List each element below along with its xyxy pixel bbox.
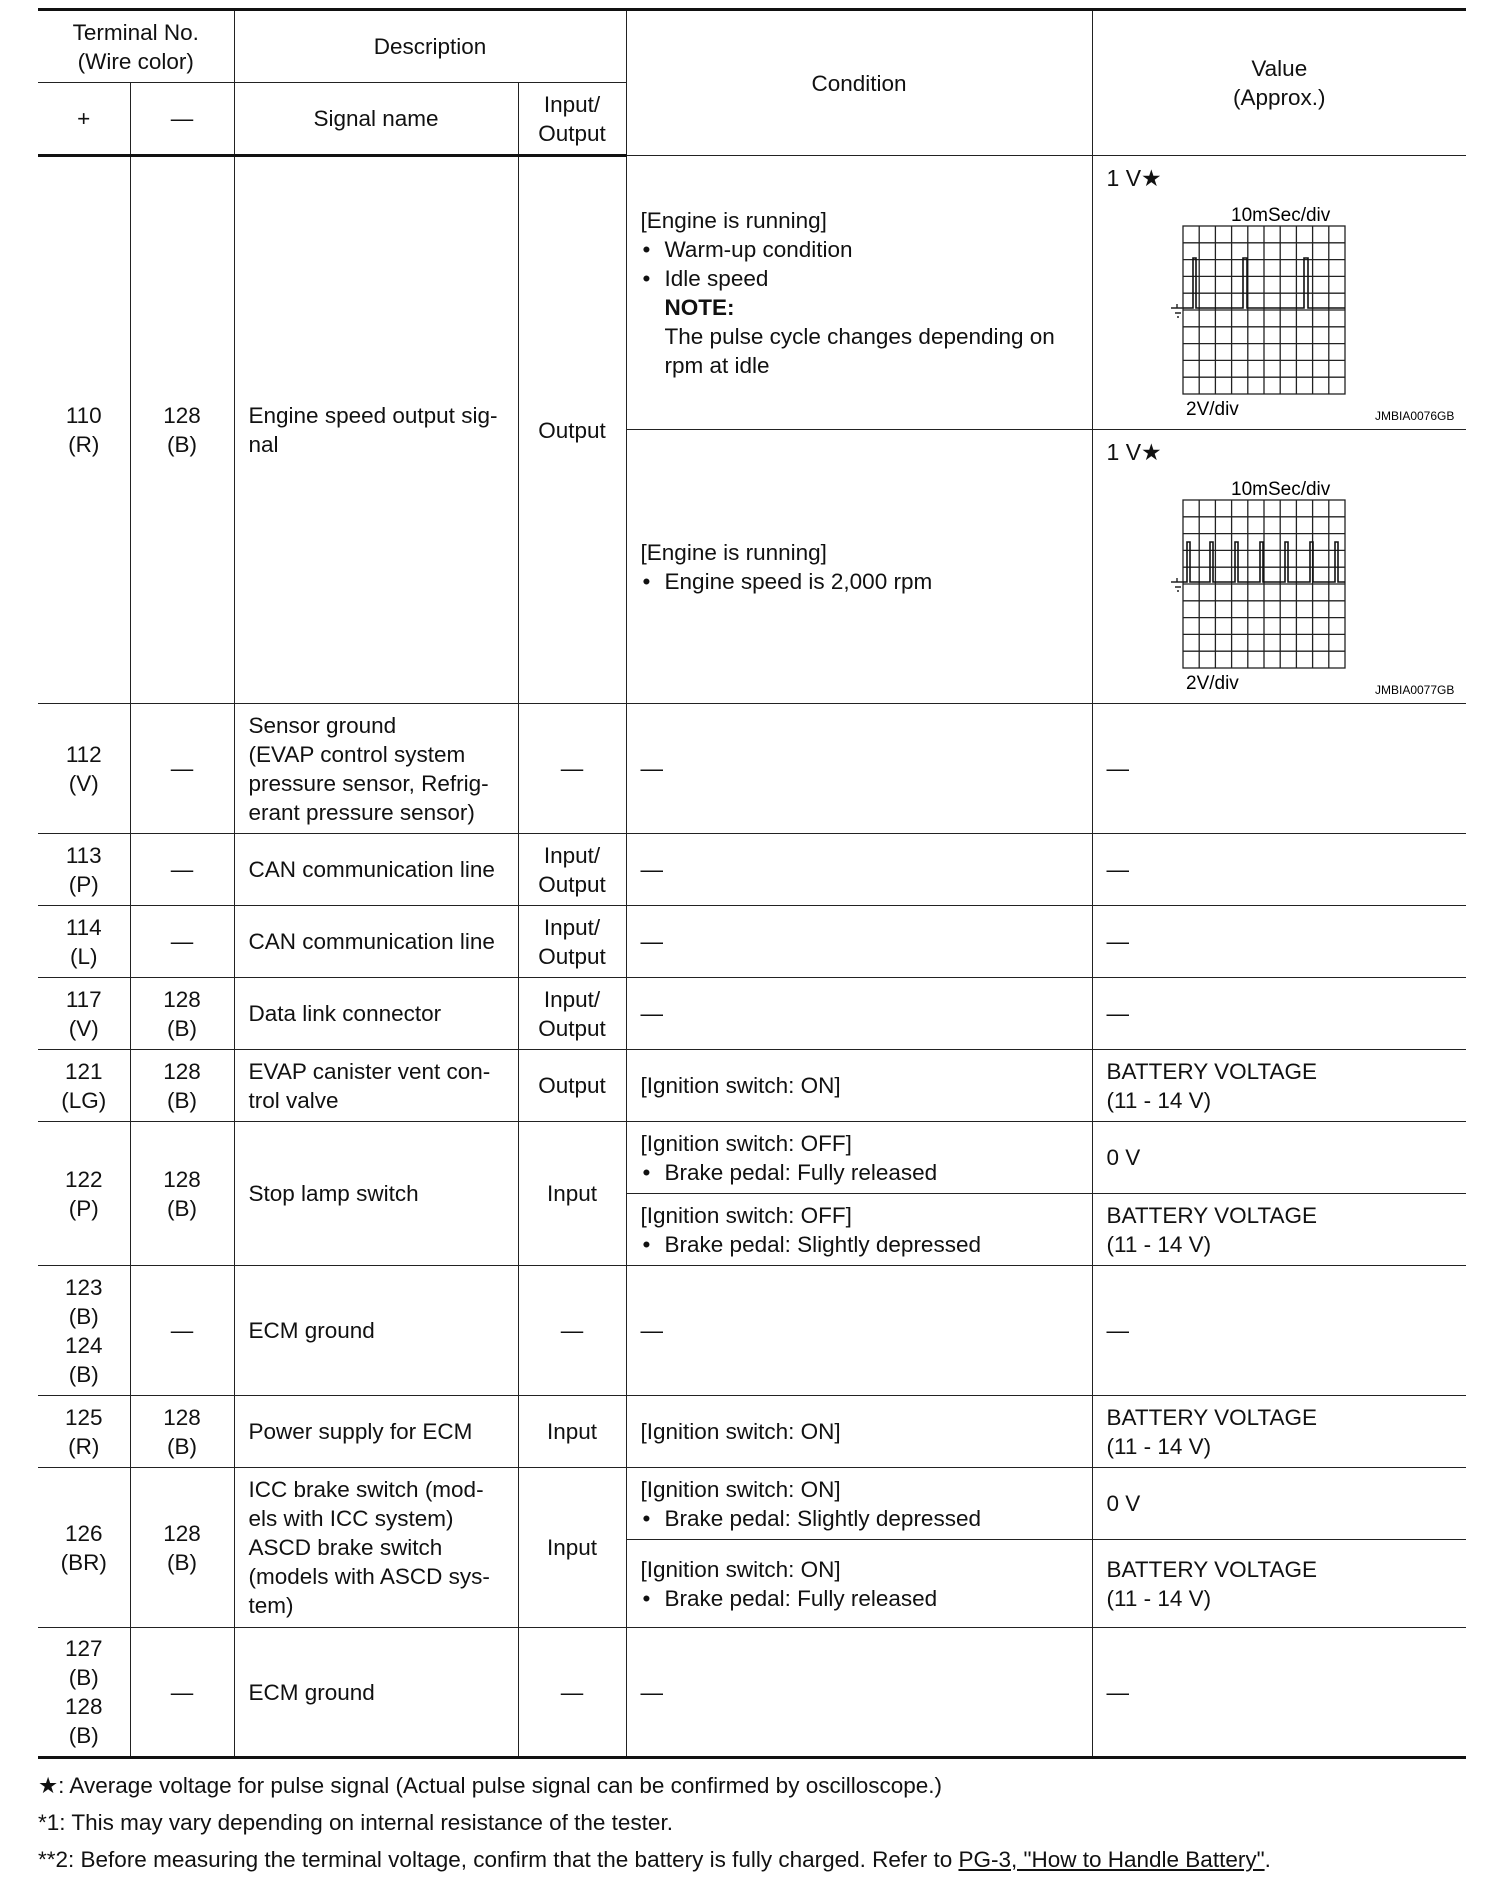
waveform-svg: [1107, 156, 1467, 428]
oscilloscope-figure-idle: [1107, 156, 1467, 428]
terminal-no-header: Terminal No. (Wire color): [38, 10, 234, 83]
condition-cell: [Ignition switch: ON] • Brake pedal: Fully released: [626, 1540, 1092, 1628]
ground-marker-icon: [1171, 304, 1183, 317]
io-type: —: [518, 704, 626, 834]
io-type: Input: [518, 1468, 626, 1628]
signal-name: CAN communication line: [234, 906, 518, 978]
value-cell: —: [1092, 1266, 1466, 1396]
condition-cell: [Engine is running] • Warm-up condition • Idle speed NOTE: The pulse cycle changes depending on rpm at idle: [626, 156, 1092, 430]
oscilloscope-grid: [1183, 226, 1345, 394]
terminal-plus: 110 (R): [38, 156, 130, 704]
terminal-minus: 128 (B): [130, 156, 234, 704]
voltage-division-label: 2V/div: [1185, 673, 1239, 694]
plus-header: +: [38, 83, 130, 156]
io-type: Input/ Output: [518, 978, 626, 1050]
io-type: Output: [518, 156, 626, 704]
terminal-plus: 122 (P): [38, 1122, 130, 1266]
condition-cell: [Ignition switch: OFF] • Brake pedal: Slightly depressed: [626, 1194, 1092, 1266]
signal-name: Engine speed output sig- nal: [234, 156, 518, 704]
table-row: [38, 704, 1466, 834]
io-type: Output: [518, 1050, 626, 1122]
table-row: [38, 156, 1466, 430]
ground-marker-icon: [1171, 578, 1183, 591]
terminal-minus: —: [130, 1628, 234, 1758]
condition-cell: —: [626, 1266, 1092, 1396]
waveform-cell: [1092, 156, 1466, 430]
terminal-minus: —: [130, 1266, 234, 1396]
oscilloscope-figure-2000rpm: [1107, 430, 1467, 702]
terminal-plus: 113 (P): [38, 834, 130, 906]
io-type: Input/ Output: [518, 906, 626, 978]
value-cell: 0 V: [1092, 1122, 1466, 1194]
condition-cell: [Engine is running] • Engine speed is 2,000 rpm: [626, 430, 1092, 704]
time-division-label: 10mSec/div: [1230, 479, 1330, 500]
minus-header: —: [130, 83, 234, 156]
value-cell: —: [1092, 906, 1466, 978]
footnote-2: **2: Before measuring the terminal voltage, confirm that the battery is fully charged. Refer to PG-3, "How to Handle Battery".: [38, 1847, 1271, 1872]
terminal-minus: 128 (B): [130, 1396, 234, 1468]
condition-cell: —: [626, 978, 1092, 1050]
terminal-plus: 126 (BR): [38, 1468, 130, 1628]
io-type: Input: [518, 1396, 626, 1468]
signal-name: Sensor ground (EVAP control system pressure sensor, Refrig- erant pressure sensor): [234, 704, 518, 834]
voltage-division-label: 2V/div: [1185, 399, 1239, 420]
footnote-star: ★: Average voltage for pulse signal (Actual pulse signal can be confirmed by oscilloscope.): [38, 1773, 942, 1798]
signal-name: ECM ground: [234, 1628, 518, 1758]
terminal-plus: 112 (V): [38, 704, 130, 834]
table-row: [38, 1628, 1466, 1758]
io-type: —: [518, 1266, 626, 1396]
condition-cell: [Ignition switch: ON]: [626, 1050, 1092, 1122]
value-cell: BATTERY VOLTAGE (11 - 14 V): [1092, 1194, 1466, 1266]
header-row-1: [38, 10, 1466, 83]
value-cell: —: [1092, 978, 1466, 1050]
table-row: [38, 1266, 1466, 1396]
terminal-minus: —: [130, 704, 234, 834]
terminal-minus: 128 (B): [130, 1468, 234, 1628]
io-header: Input/ Output: [518, 83, 626, 156]
terminal-plus: 123 (B) 124 (B): [38, 1266, 130, 1396]
footnotes: [38, 1771, 1466, 1875]
io-type: Input/ Output: [518, 834, 626, 906]
terminal-plus: 117 (V): [38, 978, 130, 1050]
value-cell: BATTERY VOLTAGE (11 - 14 V): [1092, 1050, 1466, 1122]
waveform-svg: [1107, 430, 1467, 702]
table-row: [38, 1122, 1466, 1194]
table-row: [38, 1050, 1466, 1122]
terminal-plus: 125 (R): [38, 1396, 130, 1468]
signal-name: Power supply for ECM: [234, 1396, 518, 1468]
terminal-minus: 128 (B): [130, 978, 234, 1050]
value-cell: 0 V: [1092, 1468, 1466, 1540]
condition-cell: —: [626, 906, 1092, 978]
condition-cell: —: [626, 834, 1092, 906]
value-cell: —: [1092, 704, 1466, 834]
terminal-spec-table: [38, 8, 1466, 1759]
table-row: [38, 906, 1466, 978]
signal-name: CAN communication line: [234, 834, 518, 906]
signal-name: Stop lamp switch: [234, 1122, 518, 1266]
condition-header: Condition: [626, 10, 1092, 156]
waveform-cell: [1092, 430, 1466, 704]
average-voltage: 1 V★: [1106, 165, 1162, 191]
io-type: —: [518, 1628, 626, 1758]
value-cell: —: [1092, 834, 1466, 906]
condition-cell: —: [626, 704, 1092, 834]
condition-cell: —: [626, 1628, 1092, 1758]
io-type: Input: [518, 1122, 626, 1266]
signal-name-header: Signal name: [234, 83, 518, 156]
terminal-minus: —: [130, 834, 234, 906]
battery-handling-link[interactable]: PG-3, "How to Handle Battery": [958, 1847, 1265, 1872]
value-cell: BATTERY VOLTAGE (11 - 14 V): [1092, 1540, 1466, 1628]
time-division-label: 10mSec/div: [1230, 205, 1330, 226]
terminal-plus: 121 (LG): [38, 1050, 130, 1122]
terminal-plus: 127 (B) 128 (B): [38, 1628, 130, 1758]
value-cell: —: [1092, 1628, 1466, 1758]
terminal-plus: 114 (L): [38, 906, 130, 978]
figure-code: JMBIA0076GB: [1374, 409, 1454, 423]
table-row: [38, 1468, 1466, 1540]
signal-name: ICC brake switch (mod- els with ICC system) ASCD brake switch (models with ASCD sys- tem): [234, 1468, 518, 1628]
signal-name: ECM ground: [234, 1266, 518, 1396]
description-header: Description: [234, 10, 626, 83]
condition-cell: [Ignition switch: ON] • Brake pedal: Slightly depressed: [626, 1468, 1092, 1540]
terminal-minus: 128 (B): [130, 1050, 234, 1122]
table-row: [38, 978, 1466, 1050]
oscilloscope-grid: [1183, 500, 1345, 668]
condition-cell: [Ignition switch: ON]: [626, 1396, 1092, 1468]
average-voltage: 1 V★: [1106, 439, 1162, 465]
terminal-minus: —: [130, 906, 234, 978]
value-header: Value (Approx.): [1092, 10, 1466, 156]
table-row: [38, 1396, 1466, 1468]
page: [38, 8, 1466, 1882]
signal-name: Data link connector: [234, 978, 518, 1050]
footnote-1: *1: This may vary depending on internal resistance of the tester.: [38, 1810, 673, 1835]
value-cell: BATTERY VOLTAGE (11 - 14 V): [1092, 1396, 1466, 1468]
signal-name: EVAP canister vent con- trol valve: [234, 1050, 518, 1122]
table-row: [38, 834, 1466, 906]
terminal-minus: 128 (B): [130, 1122, 234, 1266]
figure-code: JMBIA0077GB: [1374, 683, 1454, 697]
condition-cell: [Ignition switch: OFF] • Brake pedal: Fully released: [626, 1122, 1092, 1194]
